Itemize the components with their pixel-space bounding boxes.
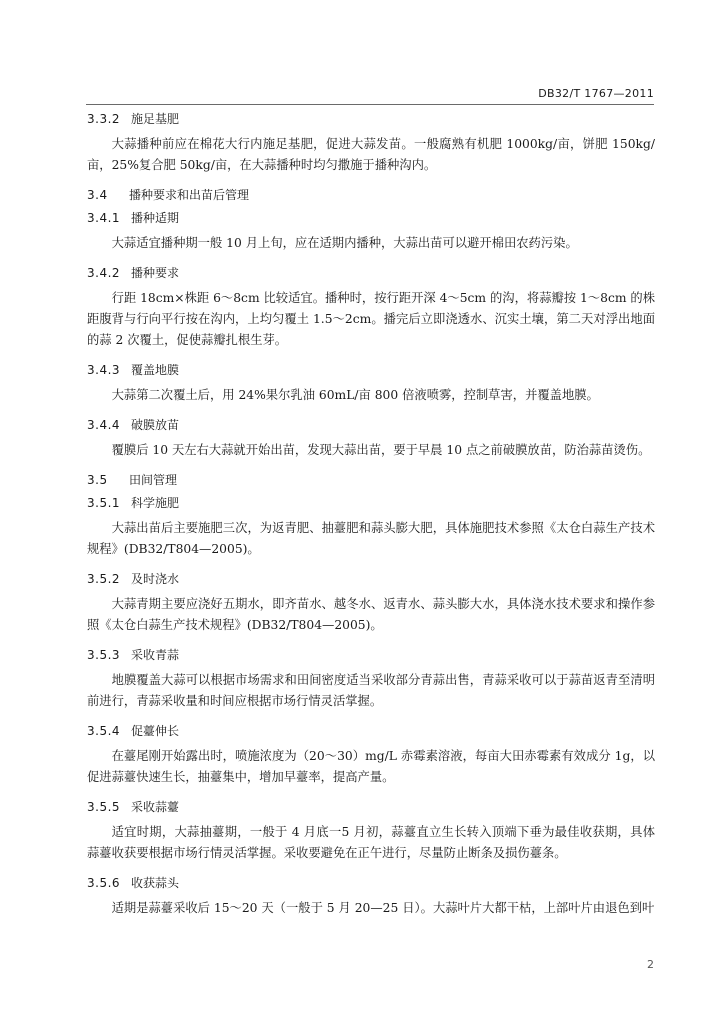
section-number: 3.5.5	[87, 800, 121, 814]
page-number: 2	[647, 958, 654, 971]
section-title: 及时浇水	[131, 572, 180, 586]
document-body	[87, 107, 655, 927]
section-number: 3.5	[87, 473, 108, 487]
section-paragraph: 大蒜青期主要应浇好五期水，即齐苗水、越冬水、返青水、蒜头膨大水，具体浇水技术要求和操作参照《太仓白蒜生产技术规程》(DB32/T804—2005)。	[87, 597, 655, 632]
section-number: 3.5.1	[87, 496, 121, 510]
section-number: 3.3.2	[87, 112, 121, 126]
section-heading	[87, 720, 655, 742]
section-title: 播种要求和出苗后管理	[129, 188, 250, 202]
section-paragraph: 在薹尾刚开始露出时，喷施浓度为（20～30）mg/L 赤霉素溶液，每亩大田赤霉素有效成分 1g，以促进蒜薹快速生长，抽薹集中，增加早薹率，提高产量。	[87, 749, 655, 784]
section-paragraph: 适宜时期，大蒜抽薹期，一般于 4 月底一5 月初，蒜薹直立生长转入顶端下垂为最佳收获期，具体蒜薹收获要根据市场行情灵活掌握。采收要避免在正午进行，尽量防止断条及损伤薹条。	[87, 825, 655, 860]
section-title: 采收蒜薹	[131, 800, 180, 814]
section-title: 促薹伸长	[131, 724, 180, 738]
section-title: 破膜放苗	[131, 418, 180, 432]
section-heading	[87, 414, 655, 436]
section-heading	[87, 184, 655, 206]
section-number: 3.4.4	[87, 418, 121, 432]
section-paragraph: 覆膜后 10 天左右大蒜就开始出苗，发现大蒜出苗，要于早晨 10 点之前破膜放苗，防治蒜苗烫伤。	[111, 443, 651, 457]
section-heading	[87, 262, 655, 284]
section-heading	[87, 796, 655, 818]
section-title: 采收青蒜	[131, 648, 180, 662]
section-title: 田间管理	[129, 473, 178, 487]
header-rule	[86, 104, 654, 105]
section-number: 3.5.3	[87, 648, 121, 662]
section-heading	[87, 469, 655, 491]
section-number: 3.4.3	[87, 363, 121, 377]
section-number: 3.5.2	[87, 572, 121, 586]
section-paragraph: 大蒜适宜播种期一般 10 月上旬，应在适期内播种，大蒜出苗可以避开棉田农药污染。	[111, 236, 578, 250]
section-number: 3.4	[87, 188, 108, 202]
section-heading	[87, 568, 655, 590]
section-number: 3.4.1	[87, 211, 121, 225]
section-paragraph: 地膜覆盖大蒜可以根据市场需求和田间密度适当采收部分青蒜出售，青蒜采收可以于蒜苗返青至清明前进行，青蒜采收量和时间应根据市场行情灵活掌握。	[87, 673, 655, 708]
section-heading	[87, 644, 655, 666]
section-title: 科学施肥	[131, 496, 180, 510]
section-paragraph: 大蒜出苗后主要施肥三次，为返青肥、抽薹肥和蒜头膨大肥，具体施肥技术参照《太仓白蒜生产技术规程》(DB32/T804—2005)。	[87, 521, 655, 556]
section-number: 3.5.4	[87, 724, 121, 738]
section-title: 覆盖地膜	[131, 363, 180, 377]
section-number: 3.5.6	[87, 876, 121, 890]
section-title: 施足基肥	[131, 112, 180, 126]
section-heading	[87, 359, 655, 381]
document-code: DB32/T 1767—2011	[538, 87, 654, 100]
section-paragraph: 大蒜第二次覆土后，用 24%果尔乳油 60mL/亩 800 倍液喷雾，控制草害，并覆盖地膜。	[111, 388, 599, 402]
section-number: 3.4.2	[87, 266, 121, 280]
section-heading	[87, 492, 655, 514]
section-heading	[87, 872, 655, 894]
section-title: 播种要求	[131, 266, 180, 280]
section-title: 收获蒜头	[131, 876, 180, 890]
section-paragraph: 行距 18cm×株距 6～8cm 比较适宜。播种时，按行距开深 4～5cm 的沟，将蒜瓣按 1～8cm 的株距腹背与行向平行按在沟内，上均匀覆土 1.5～2cm。播完后立即浇透水、沉实土壤，第二天对浮出地面的蒜 2 次覆土，促使蒜瓣扎根生芽。	[87, 291, 655, 347]
section-paragraph: 大蒜播种前应在棉花大行内施足基肥，促进大蒜发苗。一般腐熟有机肥 1000kg/亩，饼肥 150kg/亩，25%复合肥 50kg/亩，在大蒜播种时均匀撒施于播种沟内。	[87, 137, 655, 172]
section-paragraph: 适期是蒜薹采收后 15～20 天（一般于 5 月 20—25 日）。大蒜叶片大都干枯，上部叶片由退色到叶	[111, 901, 655, 915]
section-heading	[87, 207, 655, 229]
section-heading	[87, 108, 655, 130]
section-title: 播种适期	[131, 211, 180, 225]
